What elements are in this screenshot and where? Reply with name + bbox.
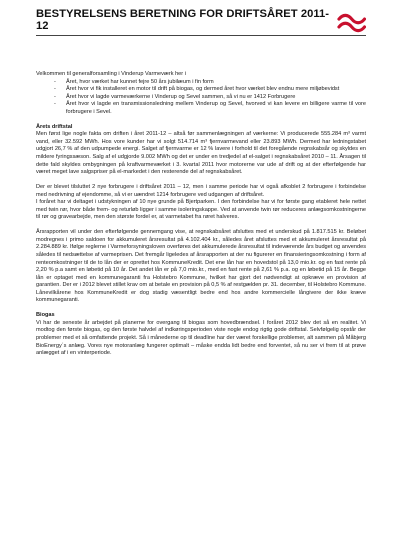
intro-list xyxy=(36,79,366,117)
list-item: - Året hvor vi lagde varmeværkerne i Vinderup og Sevel sammen, så vi nu er 1412 Forbrugere xyxy=(36,94,366,102)
header-rule xyxy=(36,35,366,36)
list-item: - Året, hvor værket har kunnet fejre 50 års jubilæum i fin form xyxy=(36,79,366,87)
intro-lead: Velkommen til generalforsamling i Vinderup Varmeværk her i xyxy=(36,71,186,77)
paragraph: Vi har de seneste år arbejdet på planerne for overgang til biogas som hovedbrændsel. I foråret 2012 blev det så en realitet. Vi modtog den første biogas, og den første halvdel af indkøringsperioden viste nogle endog rigtig gode driftstal. Selvfølgelig opstår der problemer med et så omfattende projekt. Så i månederne op til deadline har der været forskellige problemer, alt sammen på Måbjerg BioEnergy´s anlæg. Vores nye motoranlæg fungerer optimalt – måske endda lidt bedre end forventet, så nu ser vi frem til at prøve anlægget af i en vinterperiode. xyxy=(36,319,366,357)
paragraph: Men først lige nogle fakta om driften i året 2011-12 – altså før sammenlægningen af værkerne: Vi producerede 555.284 m³ varmt vand, eller 32.592 MWh. Hos vore kunder har vi solgt 514.714 m³ fjernvarmevand eller 23.893 MWh. Dermed har ledningstabet udgjort 26,7 % af den udpumpede energi. Salget af fjernvarme er 12 % lavere i forhold til det foregående regnskabsår og skyldes en mildere fyringssæson. Salg af el udgjorde 9.002 MWh og det er under en tredjedel af el-salget i regnskabsåret 2010 – 11. Årsagen til dette fald skyldes ombygningen på kraftvarmeværket i 3. kvartal 2011 hvor motorerne var ude af drift og at der efterfølgende har været meget lave salgspriser på el-markedet i den resterende del af regnskabsåret. xyxy=(36,131,366,176)
page-title: BESTYRELSENS BERETNING FOR DRIFTSÅRET 2011-12 xyxy=(36,8,330,32)
paragraph: I foråret har vi deltaget i udstykningen af 10 nye grunde på Bjertparken. I den forbindelse har vi for første gang etableret hele nettet med twin rør, hvor både frem- og returløb ligger i samme isoleringskappe. Ved at anvende twin rør reduceres anlægsomkostningerne til rør og gravearbejde, men den største fordel er, at varmetabet fra røret halveres. xyxy=(36,199,366,221)
list-item: - Året hvor vi fik installeret en motor til drift på biogas, og dermed året hvor værket blev endnu mere miljøbevidst xyxy=(36,86,366,94)
document-body xyxy=(36,71,366,358)
paragraph: Der er blevet tilsluttet 2 nye forbrugere i driftsåret 2011 – 12, men i samme periode har vi også afkoblet 2 forbrugere i forbindelse med nedrivning af ejendomme, så vi er uændret 1214 forbrugere ved udgangen af driftsåret. xyxy=(36,184,366,198)
section-heading-biogas: Biogas xyxy=(36,312,55,319)
paragraph: Årsrapporten vil under den efterfølgende gennemgang vise, at regnskabsåret afsluttes med et underskud på 1.817.515 kr. Beløbet modregnes i primo saldoen for akkumuleret årsresultat på 4.102.404 kr., således året afsluttes med et akkumuleret årsresultat på 2.284.889 kr. Ifølge reglerne i Varmeforsyningsloven overføres det akkumulerede årsresultat til indeværende års budget og anvendes således til nedsættelse af varmeprisen. Det fremgår ligeledes af årsrapporten at der nu figurerer en finansieringsomkostning i form af renteomkostninger til de to lån der er oprettet hos KommuneKredit. Det ene lån har en hovedstol på 13,0 mio.kr. og en fast rente på 2,20 % p.a samt en løbetid på 10 år. Det andet lån er på 7,0 mio.kr., med en fast rente på 2,61 % p.a. og en løbetid på 15 år. Begge lån er optaget med en kommunegaranti fra Holstebro Kommune, hvilket har gjort det nødvendigt at opkræve en provision af garantien. Der er i 2012 blevet stillet krav om at betale en provision på 0,5 % af restgælden pr. 31. december, til Holstebro Kommune. Lånevilkårene hos KommuneKredit er dog stadig væsentligt bedre end hos andre kommercielle långivere der ikke kræve kommunegaranti. xyxy=(36,229,366,304)
page-header xyxy=(36,10,366,32)
wave-logo-icon xyxy=(337,13,367,33)
section-heading-drift: Årets driftstal xyxy=(36,123,73,130)
list-item: - Året hvor vi lagde en transmissionsledning mellem Vinderup og Sevel, hvorved vi kan levere en billigere varme til vore forbrugere i Sevel. xyxy=(36,101,366,116)
